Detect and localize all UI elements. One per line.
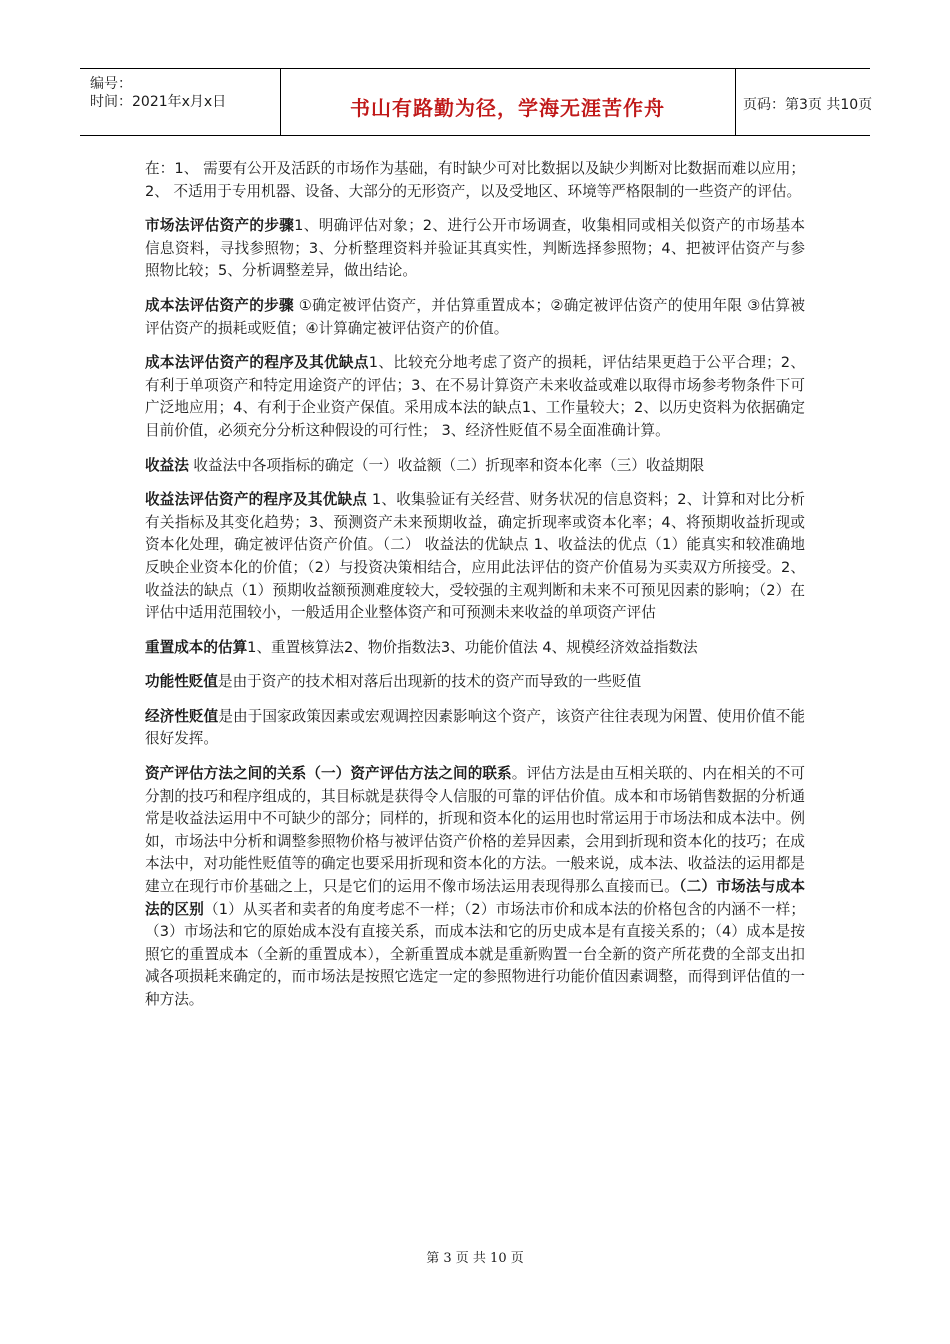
paragraph-text: 在：1、 需要有公开及活跃的市场作为基础，有时缺少可对比数据以及缺少判断对比数据而难以应用；2、 不适用于专用机器、设备、大部分的无形资产，以及受地区、环境等严格限制的一些资产的评估。 [145, 160, 805, 200]
paragraph-text: 是由于资产的技术相对落后出现新的技术的资产而导致的一些贬值 [217, 673, 642, 691]
paragraph-text: 收益法中各项指标的确定（一）收益额（二）折现率和资本化率（三）收益期限 [188, 456, 705, 474]
header-motto-cell [280, 69, 736, 135]
paragraph-heading: 市场法评估资产的步骤 [145, 217, 295, 235]
paragraph-heading: 资产评估方法之间的关系（一）资产评估方法之间的联系 [145, 765, 512, 783]
paragraph [145, 215, 805, 283]
paragraph-heading: 收益法 [145, 456, 189, 474]
paragraph [145, 637, 805, 660]
paragraph-heading: 重置成本的估算 [145, 638, 248, 656]
header-page-cell [735, 69, 873, 135]
header-motto: 书山有路勤为径，学海无涯苦作舟 [350, 96, 665, 120]
paragraph-heading: 成本法评估资产的步骤 [145, 296, 294, 314]
paragraph [145, 352, 805, 442]
paragraph-heading: 功能性贬值 [145, 673, 218, 691]
paragraph-heading: 成本法评估资产的程序及其优缺点 [145, 354, 369, 372]
paragraph-text: （1）从买者和卖者的角度考虑不一样；（2）市场法市价和成本法的价格包含的内涵不一样；（3）市场法和它的原始成本没有直接关系，而成本法和它的历史成本是有直接关系的；（4）成本是按照它的重置成本（全新的重置成本），全新重置成本就是重新购置一台全新的资产所花费的全部支出扣减各项损耗来确定的，而市场法是按照它选定一定的参照物进行功能价值因素调整，而得到评估值的一种方法。 [145, 900, 805, 1008]
paragraph [145, 489, 805, 625]
header-time-label: 时间：2021年x月x日 [90, 94, 227, 110]
document-body [145, 158, 805, 1024]
page-footer: 第 3 页 共 10 页 [426, 1251, 524, 1266]
paragraph-text: 是由于国家政策因素或宏观调控因素影响这个资产，该资产往往表现为闲置、使用价值不能很好发挥。 [145, 707, 805, 748]
paragraph-heading: 收益法评估资产的程序及其优缺点 [145, 491, 368, 509]
page-header [80, 68, 873, 136]
paragraph [145, 706, 805, 751]
paragraph-text: 。评估方法是由互相关联的、内在相关的不可分割的技巧和程序组成的，其目标就是获得令人信服的可靠的评估价值。成本和市场销售数据的分析通常是收益法运用中不可缺少的部分；同样的，折现和资本化的运用也时常运用于市场法和成本法中。例如，市场法中分析和调整参照物价格与被评估资产价格的差异因素，会用到折现和资本化的技巧；在成本法中，对功能性贬值等的确定也要采用折现和资本化的方法。一般来说，成本法、收益法的运用都是建立在现行市价基础之上，只是它们的运用不像市场法运用表现得那么直接而已。 [145, 765, 805, 896]
paragraph [145, 455, 805, 478]
paragraph [145, 295, 805, 340]
paragraph-text: 1、重置核算法2、物价指数法3、功能价值法 4、规模经济效益指数法 [247, 638, 698, 656]
paragraph-text: 1、比较充分地考虑了资产的损耗，评估结果更趋于公平合理；2、有利于单项资产和特定用途资产的评估；3、在不易计算资产未来收益或难以取得市场参考物条件下可广泛地应用；4、有利于企业资产保值。采用成本法的缺点1、工作量较大；2、以历史资料为依据确定目前价值，必须充分分析这种假设的可行性； 3、经济性贬值不易全面准确计算。 [145, 354, 805, 439]
header-left-cell [80, 69, 281, 135]
paragraph [145, 763, 805, 1012]
paragraph-text: ①确定被评估资产，并估算重置成本；②确定被评估资产的使用年限 ③估算被评估资产的损耗或贬值；④计算确定被评估资产的价值。 [145, 296, 805, 337]
header-page-label: 页码：第3页 共10页 [743, 97, 873, 113]
paragraph [145, 671, 805, 694]
paragraph [145, 158, 805, 203]
paragraph-text: 1、收集验证有关经营、财务状况的信息资料；2、计算和对比分析有关指标及其变化趋势；3、预测资产未来预期收益，确定折现率或资本化率；4、将预期收益折现或资本化处理，确定被评估资产价值。（二） 收益法的优缺点 1、收益法的优点（1）能真实和较准确地反映企业资本化的价值；（2）与投资决策相结合，应用此法评估的资产价值易为买卖双方所接受。2、收益法的缺点（1）预期收益额预测难度较大，受较强的主观判断和未来不可预见因素的影响；（2）在评估中适用范围较小，一般适用企业整体资产和可预测未来收益的单项资产评估 [145, 491, 805, 622]
paragraph-text: 1、明确评估对象；2、进行公开市场调查，收集相同或相关似资产的市场基本信息资料，寻找参照物；3、分析整理资料并验证其真实性，判断选择参照物；4、把被评估资产与参照物比较；5、分析调整差异，做出结论。 [145, 217, 805, 280]
header-number-label: 编号： [90, 76, 132, 92]
paragraph-heading: （二）市场法与成本法的区别 [145, 878, 805, 918]
paragraph-heading: 经济性贬值 [145, 707, 219, 725]
